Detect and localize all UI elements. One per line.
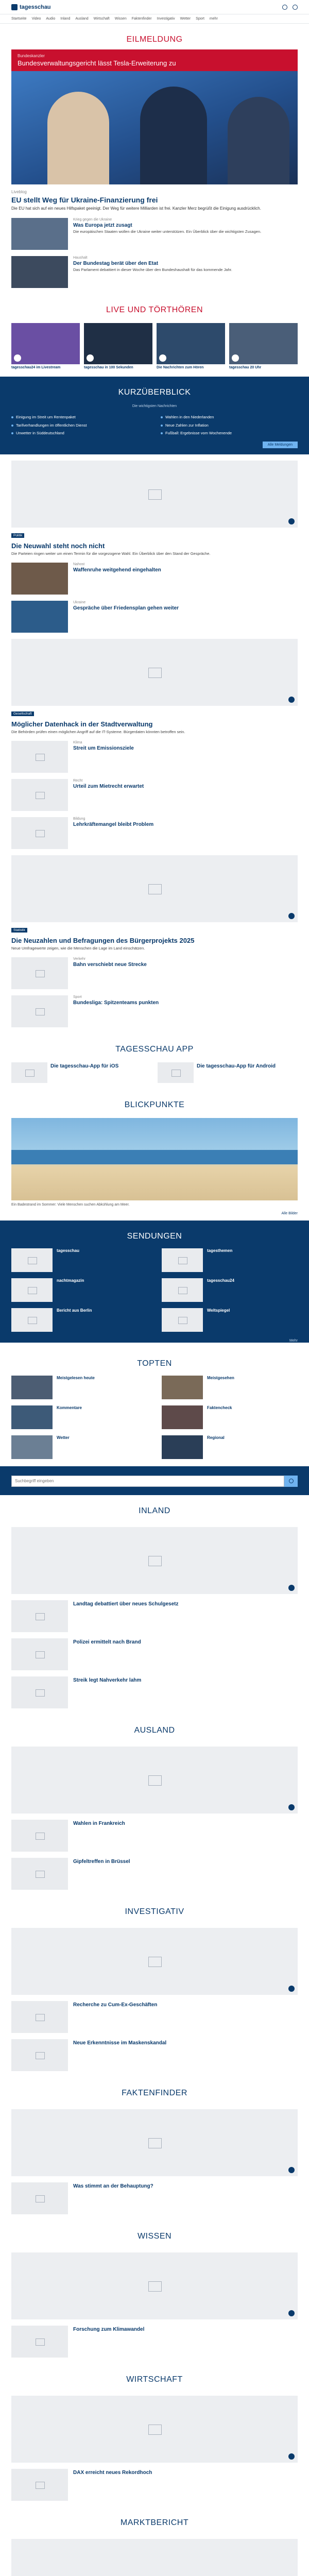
- search-icon[interactable]: [282, 5, 287, 10]
- teaser[interactable]: [11, 1638, 298, 1670]
- sendungen-section: [0, 1221, 309, 1343]
- teaser[interactable]: [11, 1600, 298, 1632]
- topten-image[interactable]: [11, 1376, 53, 1399]
- nav-item[interactable]: Startseite: [11, 17, 27, 21]
- blickpunkte-caption: Ein Badestrand im Sommer: Viele Menschen suchen Abkühlung am Meer.: [11, 1203, 130, 1207]
- teaser-title[interactable]: Recherche zu Cum-Ex-Geschäften: [73, 2002, 158, 2008]
- sendung-label: nachtmagazin: [57, 1278, 84, 1283]
- section-title-topten: TOPTEN: [137, 1359, 172, 1368]
- teaser-kicker: Klima: [73, 741, 82, 745]
- nav-item[interactable]: Ausland: [75, 17, 89, 21]
- topten-item[interactable]: [11, 1376, 147, 1399]
- article-image-placeholder[interactable]: [11, 461, 298, 528]
- topten-image[interactable]: [11, 1405, 53, 1429]
- teaser-title[interactable]: Streik legt Nahverkehr lahm: [73, 1677, 142, 1683]
- section-title-kurz: KURZÜBERBLICK: [118, 387, 191, 397]
- live-image[interactable]: [229, 323, 298, 364]
- inland-image-placeholder[interactable]: [11, 1527, 298, 1594]
- section-title-faktenfinder: FAKTENFINDER: [122, 2088, 187, 2097]
- sendung-label: Weltspiegel: [207, 1308, 230, 1313]
- nav-item[interactable]: Video: [31, 17, 41, 21]
- teaser-kicker: Haushalt: [73, 256, 88, 260]
- nav-item[interactable]: Wirtschaft: [93, 17, 110, 21]
- teaser-text: Das Parlament debattiert in dieser Woche über den Bundeshaushalt für das kommende Jahr.: [73, 267, 232, 272]
- topten-image[interactable]: [11, 1435, 53, 1459]
- live-card[interactable]: [84, 323, 152, 369]
- article-text: Neue Umfragewerte zeigen, wie die Menschen die Lage im Land einschätzen.: [11, 946, 145, 951]
- teaser-title[interactable]: Bundesliga: Spitzenteams punkten: [73, 1000, 159, 1006]
- teaser[interactable]: [11, 256, 298, 288]
- topten-item[interactable]: [11, 1405, 147, 1429]
- topten-label: Wetter: [57, 1435, 70, 1440]
- teaser-title[interactable]: Gipfeltreffen in Brüssel: [73, 1858, 130, 1865]
- teaser-image-placeholder[interactable]: [11, 817, 68, 849]
- teaser-image-placeholder[interactable]: [11, 957, 68, 989]
- article-kicker: Statistik: [11, 928, 27, 933]
- topten-image[interactable]: [162, 1376, 203, 1399]
- sendung-item[interactable]: [11, 1278, 147, 1302]
- teaser-title[interactable]: DAX erreicht neues Rekordhoch: [73, 2469, 152, 2476]
- topten-item[interactable]: [162, 1435, 298, 1459]
- teaser-image-placeholder[interactable]: [11, 1638, 68, 1670]
- nav-item[interactable]: Sport: [196, 17, 204, 21]
- nav-item[interactable]: Faktenfinder: [131, 17, 152, 21]
- topten-grid: [0, 1374, 309, 1466]
- ausland-image-placeholder[interactable]: [11, 1747, 298, 1814]
- menu-icon[interactable]: [293, 5, 298, 10]
- article-title[interactable]: Möglicher Datenhack in der Stadtverwaltung: [11, 720, 153, 728]
- nav-item[interactable]: Inland: [60, 17, 71, 21]
- section-title-wissen: WISSEN: [137, 2231, 172, 2241]
- play-icon[interactable]: [232, 354, 239, 362]
- nav-item[interactable]: Investigativ: [157, 17, 175, 21]
- topten-item[interactable]: [162, 1376, 298, 1399]
- topten-image[interactable]: [162, 1435, 203, 1459]
- hero-kicker: Liveblog: [11, 190, 27, 194]
- expand-icon[interactable]: [288, 1585, 295, 1591]
- teaser-image-placeholder[interactable]: [11, 2039, 68, 2071]
- section-title-live: LIVE UND TÖRTHÖREN: [106, 305, 203, 314]
- teaser[interactable]: [11, 2001, 298, 2033]
- topten-image[interactable]: [162, 1405, 203, 1429]
- sendung-image[interactable]: [162, 1248, 203, 1272]
- live-image[interactable]: [84, 323, 152, 364]
- expand-icon[interactable]: [288, 518, 295, 524]
- live-card[interactable]: [11, 323, 80, 369]
- nav-item[interactable]: Audio: [46, 17, 56, 21]
- teaser-image-placeholder[interactable]: [11, 1600, 68, 1632]
- article-kicker: Gesellschaft: [11, 711, 34, 716]
- faktenfinder-image-placeholder[interactable]: [11, 2109, 298, 2176]
- sendung-image[interactable]: [162, 1278, 203, 1302]
- teaser-image-placeholder[interactable]: [11, 1676, 68, 1708]
- blickpunkte-more-link[interactable]: Alle Bilder: [281, 1211, 298, 1215]
- sendung-item[interactable]: [162, 1308, 298, 1332]
- live-label: tagesschau24 im Livestream: [11, 365, 61, 369]
- live-label: Die Nachrichten zum Hören: [157, 365, 204, 369]
- kurz-item[interactable]: Unwetter in Süddeutschland: [11, 429, 148, 437]
- topten-label: Regional: [207, 1435, 225, 1440]
- sendung-label: tagesthemen: [207, 1248, 233, 1253]
- photo-figure: [140, 87, 207, 184]
- topten-label: Faktencheck: [207, 1405, 232, 1410]
- section-title-marktbericht: MARKTBERICHT: [120, 2518, 189, 2527]
- article-title[interactable]: Die Neuwahl steht noch nicht: [11, 542, 105, 550]
- sendungen-grid: [0, 1246, 309, 1339]
- app-card[interactable]: [11, 1062, 151, 1083]
- teaser-image-placeholder[interactable]: [11, 779, 68, 811]
- teaser-kicker: Ukraine: [73, 601, 86, 605]
- kurz-subtitle: Die wichtigsten Nachrichten: [132, 404, 177, 408]
- teaser-title[interactable]: Wahlen in Frankreich: [73, 1820, 125, 1826]
- sendung-image[interactable]: [11, 1278, 53, 1302]
- breaking-text: Bundesverwaltungsgericht lässt Tesla-Erweiterung zu: [18, 59, 176, 67]
- teaser-image-placeholder[interactable]: [11, 2469, 68, 2501]
- teaser-title[interactable]: Landtag debattiert über neues Schulgesetz: [73, 1601, 179, 1607]
- teaser[interactable]: [11, 1676, 298, 1708]
- nav-item[interactable]: Wissen: [114, 17, 127, 21]
- topten-item[interactable]: [11, 1435, 147, 1459]
- breaking-badge[interactable]: [11, 49, 298, 71]
- kurz-item[interactable]: Neue Zahlen zur Inflation: [161, 421, 298, 430]
- article-text: Die Parteien ringen weiter um einen Termin für die vorgezogene Wahl. Ein Überblick über den Stand der Gespräche.: [11, 551, 211, 556]
- expand-icon[interactable]: [288, 1986, 295, 1992]
- search-button[interactable]: [284, 1476, 298, 1487]
- live-card[interactable]: [229, 323, 298, 369]
- logo-text: tagesschau: [20, 4, 51, 10]
- marktbericht-image-placeholder[interactable]: [11, 2539, 298, 2576]
- nav-item[interactable]: Wetter: [180, 17, 191, 21]
- kurz-section: [0, 377, 309, 454]
- sendung-image[interactable]: [162, 1308, 203, 1332]
- teaser-title[interactable]: Polizei ermittelt nach Brand: [73, 1639, 141, 1645]
- play-icon[interactable]: [159, 354, 166, 362]
- teaser-title[interactable]: Gespräche über Friedensplan gehen weiter: [73, 605, 179, 612]
- teaser[interactable]: [11, 957, 298, 989]
- play-icon[interactable]: [14, 354, 21, 362]
- sendung-image[interactable]: [11, 1308, 53, 1332]
- teaser-kicker: Krieg gegen die Ukraine: [73, 217, 112, 222]
- teaser-kicker: Nahost: [73, 563, 85, 567]
- section-title-wirtschaft: WIRTSCHAFT: [126, 2375, 183, 2384]
- teaser[interactable]: [11, 2469, 298, 2501]
- teaser-image[interactable]: [11, 256, 68, 288]
- teaser-kicker: Verkehr: [73, 957, 86, 961]
- app-image[interactable]: [158, 1062, 194, 1083]
- teaser-title[interactable]: Bahn verschiebt neue Strecke: [73, 962, 147, 968]
- play-icon[interactable]: [87, 354, 94, 362]
- teaser-image-placeholder[interactable]: [11, 1858, 68, 1890]
- teaser[interactable]: [11, 2182, 298, 2214]
- main-nav: [0, 14, 309, 24]
- expand-icon[interactable]: [288, 697, 295, 703]
- teaser-image[interactable]: [11, 601, 68, 633]
- teaser-title[interactable]: Was Europa jetzt zusagt: [73, 222, 132, 228]
- teaser-image-placeholder[interactable]: [11, 995, 68, 1027]
- search-section: [0, 1466, 309, 1495]
- section-title-eilmeldung: EILMELDUNG: [126, 35, 183, 44]
- wirtschaft-image-placeholder[interactable]: [11, 2396, 298, 2463]
- sendung-label: tagesschau24: [207, 1278, 234, 1283]
- blickpunkte-image[interactable]: [11, 1118, 298, 1200]
- article-text: Die Behörden prüfen einen möglichen Angriff auf die IT-Systeme. Bürgerdaten könnten betroffen sein.: [11, 730, 185, 735]
- expand-icon[interactable]: [288, 913, 295, 919]
- topten-label: Meistgelesen heute: [57, 1375, 95, 1380]
- live-card[interactable]: [157, 323, 225, 369]
- app-card[interactable]: [158, 1062, 298, 1083]
- hero-teaser[interactable]: [11, 49, 298, 212]
- topten-item[interactable]: [162, 1405, 298, 1429]
- live-label: tagesschau 20 Uhr: [229, 365, 262, 369]
- sendung-image[interactable]: [11, 1248, 53, 1272]
- app-row: [11, 1062, 298, 1083]
- teaser-image-placeholder[interactable]: [11, 1820, 68, 1852]
- sendungen-more-link[interactable]: Mehr: [289, 1338, 298, 1343]
- topten-label: Meistgesehen: [207, 1375, 234, 1380]
- kurz-item[interactable]: Einigung im Streit um Rentenpaket: [11, 413, 148, 421]
- kurz-item[interactable]: Wahlen in den Niederlanden: [161, 413, 298, 421]
- expand-icon[interactable]: [288, 2310, 295, 2316]
- site-header: [0, 0, 309, 14]
- photo-figure: [47, 92, 109, 184]
- nav-item[interactable]: mehr: [209, 17, 218, 21]
- teaser[interactable]: [11, 1820, 298, 1852]
- hero-text: Die EU hat sich auf ein neues Hilfspaket geeinigt. Der Weg für weitere Milliarden ist frei. Kanzler Merz begrüßt die Einigung ausdrücklich.: [11, 206, 261, 211]
- teaser[interactable]: [11, 817, 298, 849]
- sendung-label: tagesschau: [57, 1248, 80, 1253]
- teaser-kicker: Recht: [73, 779, 83, 783]
- article-title[interactable]: Die Neuzahlen und Befragungen des Bürgerprojekts 2025: [11, 937, 195, 945]
- section-title-app: TAGESSCHAU APP: [115, 1045, 194, 1054]
- kurz-item[interactable]: Tarifverhandlungen im öffentlichen Dienst: [11, 421, 148, 430]
- teaser-title[interactable]: Forschung zum Klimawandel: [73, 2326, 145, 2332]
- teaser-title[interactable]: Der Bundestag berät über den Etat: [73, 260, 159, 266]
- expand-icon[interactable]: [288, 2453, 295, 2460]
- live-image[interactable]: [11, 323, 80, 364]
- live-label: tagesschau in 100 Sekunden: [84, 365, 133, 369]
- teaser-title[interactable]: Waffenruhe weitgehend eingehalten: [73, 567, 161, 573]
- logo[interactable]: [11, 4, 51, 10]
- teaser-title[interactable]: Neue Erkenntnisse im Maskenskandal: [73, 2040, 167, 2046]
- section-title-inland: INLAND: [139, 1506, 170, 1515]
- section-title-investigativ: INVESTIGATIV: [125, 1907, 184, 1916]
- logo-icon: [11, 4, 18, 10]
- kurz-more-button[interactable]: Alle Meldungen: [263, 442, 298, 448]
- live-strip: [11, 323, 298, 369]
- sendung-item[interactable]: [162, 1248, 298, 1272]
- teaser-image[interactable]: [11, 563, 68, 595]
- teaser-title[interactable]: Streit um Emissionsziele: [73, 745, 134, 752]
- teaser-text: Die europäischen Staaten wollen die Ukraine weiter unterstützen. Ein Überblick über die wichtigsten Zusagen.: [73, 229, 262, 234]
- topten-label: Kommentare: [57, 1405, 82, 1410]
- article-image-placeholder[interactable]: [11, 855, 298, 922]
- teaser[interactable]: [11, 1858, 298, 1890]
- teaser-image-placeholder[interactable]: [11, 741, 68, 773]
- hero-headline[interactable]: EU stellt Weg für Ukraine-Finanzierung frei: [11, 196, 158, 204]
- sendung-item[interactable]: [162, 1278, 298, 1302]
- search-input[interactable]: [11, 1476, 284, 1487]
- teaser-title[interactable]: Lehrkräftemangel bleibt Problem: [73, 822, 154, 828]
- article-image-placeholder[interactable]: [11, 639, 298, 706]
- wissen-image-placeholder[interactable]: [11, 2252, 298, 2319]
- app-title[interactable]: Die tagesschau-App für iOS: [50, 1063, 119, 1070]
- kurz-item[interactable]: Fußball: Ergebnisse vom Wochenende: [161, 429, 298, 437]
- section-title-blickpunkte: BLICKPUNKTE: [124, 1100, 185, 1110]
- teaser-image-placeholder[interactable]: [11, 2182, 68, 2214]
- teaser[interactable]: [11, 995, 298, 1027]
- teaser-title[interactable]: Urteil zum Mietrecht erwartet: [73, 784, 144, 790]
- hero-image[interactable]: [11, 71, 298, 184]
- section-title-sendungen: SENDUNGEN: [127, 1231, 182, 1241]
- breaking-kicker: Bundeskanzler: [18, 54, 45, 58]
- section-title-ausland: AUSLAND: [134, 1725, 175, 1735]
- sendung-item[interactable]: [11, 1248, 147, 1272]
- expand-icon[interactable]: [288, 2167, 295, 2173]
- teaser-image-placeholder[interactable]: [11, 2326, 68, 2358]
- teaser[interactable]: [11, 218, 298, 250]
- live-image[interactable]: [157, 323, 225, 364]
- investigativ-image-placeholder[interactable]: [11, 1928, 298, 1995]
- sendung-label: Bericht aus Berlin: [57, 1308, 92, 1313]
- app-image[interactable]: [11, 1062, 47, 1083]
- app-title[interactable]: Die tagesschau-App für Android: [197, 1063, 276, 1070]
- teaser[interactable]: [11, 601, 298, 633]
- sea: [11, 1150, 298, 1164]
- teaser-image-placeholder[interactable]: [11, 2001, 68, 2033]
- photo-figure: [228, 97, 289, 184]
- teaser[interactable]: [11, 2039, 298, 2071]
- teaser[interactable]: [11, 563, 298, 595]
- teaser[interactable]: [11, 2326, 298, 2358]
- sendung-item[interactable]: [11, 1308, 147, 1332]
- article-kicker: Politik: [11, 533, 24, 538]
- teaser[interactable]: [11, 741, 298, 773]
- search-box: [11, 1476, 298, 1487]
- teaser-image[interactable]: [11, 218, 68, 250]
- expand-icon[interactable]: [288, 1804, 295, 1810]
- teaser-title[interactable]: Was stimmt an der Behauptung?: [73, 2183, 153, 2189]
- search-icon: [289, 1479, 294, 1483]
- teaser-kicker: Bildung: [73, 817, 85, 821]
- teaser-kicker: Sport: [73, 995, 82, 999]
- teaser[interactable]: [11, 779, 298, 811]
